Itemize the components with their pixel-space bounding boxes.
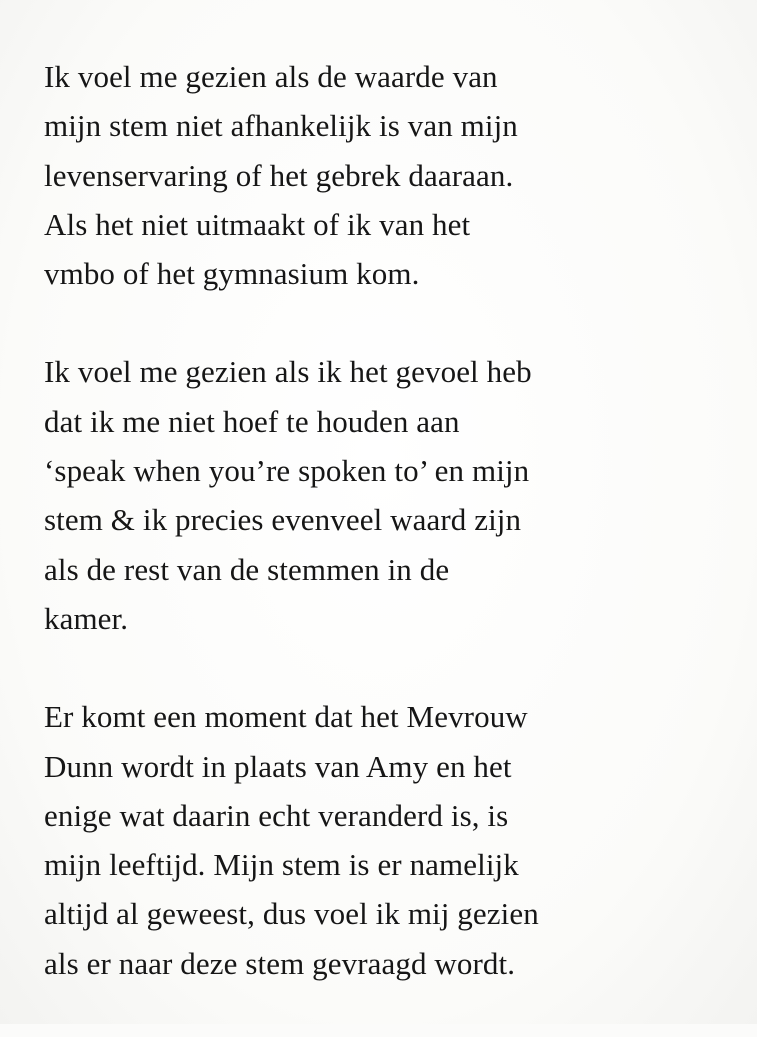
paragraph-3 xyxy=(44,692,734,988)
text-line: Als het niet uitmaakt of ik van het xyxy=(44,206,471,242)
text-line: als er naar deze stem gevraagd wordt. xyxy=(44,945,516,981)
text-line: Ik voel me gezien als ik het gevoel heb xyxy=(44,354,532,390)
text-line: mijn leeftijd. Mijn stem is er namelijk xyxy=(44,847,519,883)
text-line: stem & ik precies evenveel waard zijn xyxy=(44,502,522,538)
paragraph-1 xyxy=(44,52,734,298)
paragraph-2 xyxy=(44,347,734,643)
text-line: ‘speak when you’re spoken to’ en mijn xyxy=(44,453,530,489)
text-line: dat ik me niet hoef te houden aan xyxy=(44,403,460,439)
text-line: mijn stem niet afhankelijk is van mijn xyxy=(44,108,518,144)
text-line: vmbo of het gymnasium kom. xyxy=(44,256,420,292)
text-line: Er komt een moment dat het Mevrouw xyxy=(44,699,528,735)
poem-text xyxy=(44,52,734,1037)
text-line: levenservaring of het gebrek daaraan. xyxy=(44,157,514,193)
text-line: Ik voel me gezien als de waarde van xyxy=(44,59,498,94)
text-line: enige wat daarin echt veranderd is, is xyxy=(44,797,509,833)
text-line: Dunn wordt in plaats van Amy en het xyxy=(44,748,512,784)
text-line: altijd al geweest, dus voel ik mij gezien xyxy=(44,896,539,932)
text-line: kamer. xyxy=(44,600,129,636)
text-line: als de rest van de stemmen in de xyxy=(44,551,450,587)
